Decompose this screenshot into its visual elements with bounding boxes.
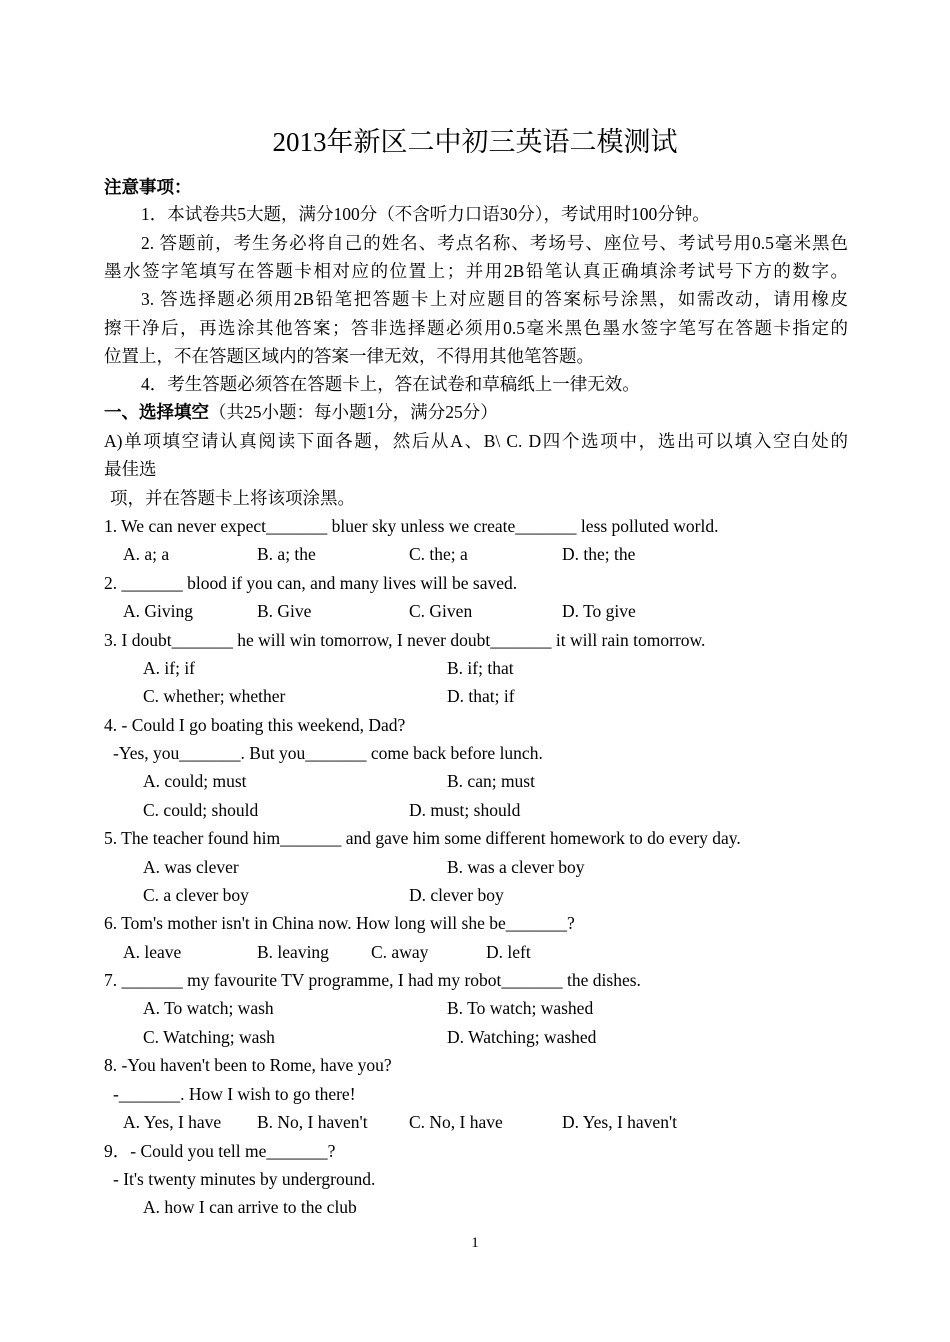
question-4-stem: 4. - Could I go boating this weekend, Dad? bbox=[104, 715, 406, 735]
question-1-stem: 1. We can never expect_______ bluer sky unless we create_______ less polluted world. bbox=[104, 516, 719, 536]
question-2-option-d: D. To give bbox=[562, 601, 636, 621]
question-8-option-d: D. Yes, I haven't bbox=[562, 1112, 677, 1132]
question-4-option-b: B. can; must bbox=[447, 771, 535, 791]
question-9-stem: 9．- Could you tell me_______? bbox=[104, 1141, 336, 1161]
question-2-option-a: A. Giving bbox=[123, 601, 193, 621]
question-3-option-c: C. whether; whether bbox=[143, 686, 286, 706]
question-3-option-d: D. that; if bbox=[447, 686, 515, 706]
question-6-option-d: D. left bbox=[486, 942, 531, 962]
note-item-3-line-2: 擦干净后，再选涂其他答案；答非选择题必须用0.5毫米黑色墨水签字笔写在答题卡指定的 bbox=[104, 318, 848, 338]
note-item-2-line-1: 2. 答题前，考生务必将自己的姓名、考点名称、考场号、座位号、考试号用0.5毫米黑色 bbox=[141, 233, 848, 253]
section-1-instruction-line-1: A)单项填空请认真阅读下面各题，然后从A、B\ C. D四个选项中，选出可以填入空白处的 bbox=[104, 431, 848, 451]
question-2-stem: 2. _______ blood if you can, and many lives will be saved. bbox=[104, 573, 518, 593]
section-1-instruction-line-2: 最佳选 bbox=[104, 459, 157, 479]
question-4-option-d: D. must; should bbox=[409, 800, 521, 820]
section-1-title: 一、选择填空 bbox=[104, 402, 209, 422]
section-1-instruction-line-3: 项，并在答题卡上将该项涂黑。 bbox=[110, 488, 355, 508]
notes-heading: 注意事项： bbox=[104, 177, 192, 197]
question-7-option-a: A. To watch; wash bbox=[143, 998, 274, 1018]
question-9-reply: - It's twenty minutes by underground. bbox=[113, 1169, 376, 1189]
question-3-stem: 3. I doubt_______ he will win tomorrow, I never doubt_______ it will rain tomorrow. bbox=[104, 630, 706, 650]
note-item-2-line-2: 墨水签字笔填写在答题卡相对应的位置上；并用2B铅笔认真正确填涂考试号下方的数字。 bbox=[104, 261, 848, 281]
question-8-stem: 8. -You haven't been to Rome, have you? bbox=[104, 1055, 392, 1075]
note-item-1: 1．本试卷共5大题，满分100分（不含听力口语30分），考试用时100分钟。 bbox=[141, 204, 710, 224]
page-number: 1 bbox=[471, 1235, 479, 1251]
note-item-3-line-3: 位置上，不在答题区域内的答案一律无效，不得用其他笔答题。 bbox=[104, 346, 594, 366]
question-1-option-a: A. a; a bbox=[123, 544, 170, 564]
question-1-option-c: C. the; a bbox=[409, 544, 468, 564]
question-1-option-b: B. a; the bbox=[257, 544, 316, 564]
question-2-option-b: B. Give bbox=[257, 601, 312, 621]
note-item-4: 4．考生答题必须答在答题卡上，答在试卷和草稿纸上一律无效。 bbox=[141, 374, 640, 394]
question-8-option-b: B. No, I haven't bbox=[257, 1112, 368, 1132]
question-2-option-c: C. Given bbox=[409, 601, 473, 621]
question-4-option-a: A. could; must bbox=[143, 771, 247, 791]
question-5-option-a: A. was clever bbox=[143, 857, 239, 877]
question-7-option-d: D. Watching; washed bbox=[447, 1027, 597, 1047]
question-8-option-c: C. No, I have bbox=[409, 1112, 503, 1132]
question-7-stem: 7. _______ my favourite TV programme, I had my robot_______ the dishes. bbox=[104, 970, 641, 990]
question-1-option-d: D. the; the bbox=[562, 544, 636, 564]
question-6-stem: 6. Tom's mother isn't in China now. How long will she be_______? bbox=[104, 913, 575, 933]
question-6-option-a: A. leave bbox=[123, 942, 182, 962]
question-5-stem: 5. The teacher found him_______ and gave him some different homework to do every day. bbox=[104, 828, 741, 848]
note-item-3-line-1: 3. 答选择题必须用2B铅笔把答题卡上对应题目的答案标号涂黑，如需改动，请用橡皮 bbox=[141, 289, 848, 309]
page-title: 2013年新区二中初三英语二模测试 bbox=[272, 127, 678, 157]
question-5-option-d: D. clever boy bbox=[409, 885, 504, 905]
question-6-option-b: B. leaving bbox=[257, 942, 329, 962]
question-5-option-b: B. was a clever boy bbox=[447, 857, 585, 877]
question-3-option-a: A. if; if bbox=[143, 658, 196, 678]
section-1-scoring: （共25小题：每小题1分，满分25分） bbox=[209, 402, 498, 422]
question-7-option-c: C. Watching; wash bbox=[143, 1027, 275, 1047]
question-6-option-c: C. away bbox=[371, 942, 429, 962]
question-4-reply: -Yes, you_______. But you_______ come back before lunch. bbox=[113, 743, 543, 763]
question-7-option-b: B. To watch; washed bbox=[447, 998, 594, 1018]
question-3-option-b: B. if; that bbox=[447, 658, 514, 678]
question-8-option-a: A. Yes, I have bbox=[123, 1112, 222, 1132]
question-9-option-a: A. how I can arrive to the club bbox=[143, 1197, 357, 1217]
question-4-option-c: C. could; should bbox=[143, 800, 259, 820]
section-1-heading bbox=[104, 401, 498, 423]
question-8-reply: -_______. How I wish to go there! bbox=[113, 1084, 356, 1104]
question-5-option-c: C. a clever boy bbox=[143, 885, 249, 905]
